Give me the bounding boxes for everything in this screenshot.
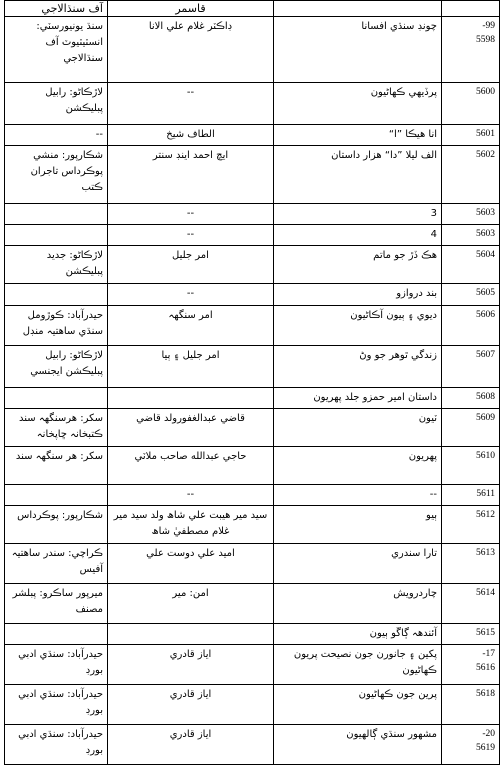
title-cell: انا هيڪا ”ا“ — [274, 125, 442, 146]
author-cell — [108, 388, 274, 409]
table-row — [5, 17, 500, 83]
number-cell — [442, 485, 500, 506]
table-row — [5, 725, 500, 765]
table-row — [5, 204, 500, 225]
entry-number: -17 — [482, 649, 495, 659]
table-row — [5, 306, 500, 346]
publisher-cell: -- — [5, 125, 108, 146]
entry-number: 5611 — [476, 489, 495, 499]
entry-number: -99 — [482, 21, 495, 31]
number-cell — [442, 645, 500, 685]
author-cell — [108, 624, 274, 645]
entry-number: 5600 — [476, 87, 495, 97]
table-row — [5, 447, 500, 485]
title-cell: پهريون — [274, 447, 442, 485]
entry-number: 5615 — [476, 628, 495, 638]
title-cell: 3 — [274, 204, 442, 225]
number-cell — [442, 685, 500, 725]
number-cell — [442, 204, 500, 225]
author-cell: سيد مير هيبت علي شاھ ولد سيد مير غلام مصطفيٰ شاھ — [108, 506, 274, 544]
table-row — [5, 544, 500, 584]
table-row — [5, 225, 500, 246]
number-cell — [442, 284, 500, 306]
entry-number: 5603 — [476, 229, 495, 239]
author-cell: اياز قادري — [108, 685, 274, 725]
title-cell: 4 — [274, 225, 442, 246]
publisher-cell: شڪارپور: منشي پوڪرداس تاجران ڪتب — [5, 146, 108, 204]
publisher-cell: حيدرآباد: سنڌي ادبي بورڊ — [5, 685, 108, 725]
header-publisher: آف سنڌالاجي — [5, 1, 108, 17]
entry-number: 5602 — [476, 150, 495, 160]
publisher-cell — [5, 204, 108, 225]
publisher-cell — [5, 225, 108, 246]
publisher-cell — [5, 388, 108, 409]
title-cell: داستان امير حمزو جلد پهريون — [274, 388, 442, 409]
entry-number: 5614 — [476, 588, 495, 598]
entry-number: 5608 — [476, 392, 495, 402]
header-number — [442, 1, 500, 17]
title-cell: پرين جون ڪهاڻيون — [274, 685, 442, 725]
table-row — [5, 83, 500, 125]
title-cell: هڪ ڏڙ جو ماتم — [274, 246, 442, 284]
title-cell: پرڏيهي ڪهاڻيون — [274, 83, 442, 125]
publisher-cell: ڪراچي: سندر ساهتيہ آفيس — [5, 544, 108, 584]
entry-number: 5613 — [476, 548, 495, 558]
header-author: قاسمر — [108, 1, 274, 17]
table-row — [5, 685, 500, 725]
author-cell: اميد علي دوست علي — [108, 544, 274, 584]
publisher-cell: سنڌ يونيورسٽي: انسٽيٽيوٽ آف سنڌالاجي — [5, 17, 108, 83]
publisher-cell: حيدرآباد: ڪوڙومل سنڌي ساهتيہ منڊل — [5, 306, 108, 346]
number-cell — [442, 388, 500, 409]
entry-number: 5606 — [476, 310, 495, 320]
number-cell — [442, 346, 500, 388]
title-cell: ديوي ۽ ٻيون آڪاڻيون — [274, 306, 442, 346]
author-cell: امر جليل — [108, 246, 274, 284]
table-row — [5, 125, 500, 146]
author-cell: -- — [108, 225, 274, 246]
table-row — [5, 246, 500, 284]
entry-number: 5618 — [476, 689, 495, 699]
entry-number: 5610 — [476, 451, 495, 461]
author-cell: -- — [108, 83, 274, 125]
publisher-cell: حيدرآباد: سنڌي ادبي بورڊ — [5, 725, 108, 765]
number-cell — [442, 225, 500, 246]
author-cell: -- — [108, 485, 274, 506]
author-cell: -- — [108, 284, 274, 306]
publisher-cell: لاڙڪاڻو: رابيل پبليڪشن ايجنسي — [5, 346, 108, 388]
title-cell: چاردرويش — [274, 584, 442, 624]
entry-number: 5604 — [476, 250, 495, 260]
author-cell: -- — [108, 204, 274, 225]
table-row — [5, 409, 500, 447]
publisher-cell — [5, 624, 108, 645]
entry-number: 5598 — [476, 35, 495, 45]
table-row — [5, 346, 500, 388]
entry-number: 5605 — [476, 288, 495, 298]
publisher-cell: لاڙڪاڻو: جديد پبليڪشن — [5, 246, 108, 284]
header-row — [5, 1, 500, 17]
entry-number: 5601 — [476, 129, 495, 139]
number-cell — [442, 83, 500, 125]
number-cell — [442, 306, 500, 346]
entry-number: 5616 — [476, 663, 495, 673]
entry-number: 5609 — [476, 413, 495, 423]
number-cell — [442, 506, 500, 544]
entry-number: 5603 — [476, 208, 495, 218]
title-cell: تارا سندري — [274, 544, 442, 584]
number-cell — [442, 17, 500, 83]
table-row — [5, 485, 500, 506]
title-cell: -- — [274, 485, 442, 506]
title-cell: چونڊ سنڌي افسانا — [274, 17, 442, 83]
entry-number: 5607 — [476, 350, 495, 360]
author-cell: امر جليل ۽ ٻيا — [108, 346, 274, 388]
publisher-cell — [5, 284, 108, 306]
publisher-cell — [5, 485, 108, 506]
publisher-cell: سکر: هرسنگهہ سند ڪتبخانہ ڇاپخانہ — [5, 409, 108, 447]
table-row — [5, 645, 500, 685]
entry-number: 5619 — [476, 743, 495, 753]
title-cell: بند دروازو — [274, 284, 442, 306]
author-cell: الطاف شيخ — [108, 125, 274, 146]
table-row — [5, 388, 500, 409]
table-row — [5, 146, 500, 204]
title-cell: آئندهہ ڳاڱو ٻيون — [274, 624, 442, 645]
number-cell — [442, 447, 500, 485]
title-cell: پکين ۽ جانورن جون نصيحت پريون ڪهاڻيون — [274, 645, 442, 685]
author-cell: حاجي عبدالله صاحب ملاٽي — [108, 447, 274, 485]
author-cell: امن: مير — [108, 584, 274, 624]
publisher-cell: حيدرآباد: سنڌي ادبي بورڊ — [5, 645, 108, 685]
header-title — [274, 1, 442, 17]
author-cell: امر سنگهہ — [108, 306, 274, 346]
number-cell — [442, 146, 500, 204]
catalog-table — [4, 0, 500, 765]
number-cell — [442, 409, 500, 447]
catalog-body — [5, 1, 500, 765]
author-cell: اياز قادري — [108, 725, 274, 765]
title-cell: ٻيو — [274, 506, 442, 544]
table-row — [5, 506, 500, 544]
title-cell: ٽيون — [274, 409, 442, 447]
publisher-cell: لاڙڪاڻو: رابيل پبليڪشن — [5, 83, 108, 125]
publisher-cell: سکر: هر سنگهہ سند — [5, 447, 108, 485]
table-row — [5, 584, 500, 624]
table-row — [5, 284, 500, 306]
author-cell: قاضي عبدالغفورولد قاضي — [108, 409, 274, 447]
author-cell: ڊاڪٽر غلام علي الانا — [108, 17, 274, 83]
title-cell: الف ليلا ”دا“ هزار داستان — [274, 146, 442, 204]
number-cell — [442, 544, 500, 584]
publisher-cell: شڪارپور: پوڪرداس — [5, 506, 108, 544]
table-row — [5, 624, 500, 645]
author-cell: ايچ احمد اينڊ سنتر — [108, 146, 274, 204]
number-cell — [442, 725, 500, 765]
number-cell — [442, 584, 500, 624]
title-cell: مشهور سنڌي ڳالهيون — [274, 725, 442, 765]
number-cell — [442, 624, 500, 645]
publisher-cell: ميرپور ساڪرو: پبلشر مصنف — [5, 584, 108, 624]
entry-number: 5612 — [476, 510, 495, 520]
author-cell: اياز قادري — [108, 645, 274, 685]
number-cell — [442, 246, 500, 284]
number-cell — [442, 125, 500, 146]
entry-number: -20 — [482, 729, 495, 739]
title-cell: زندگي ٿوهر جو وڻ — [274, 346, 442, 388]
